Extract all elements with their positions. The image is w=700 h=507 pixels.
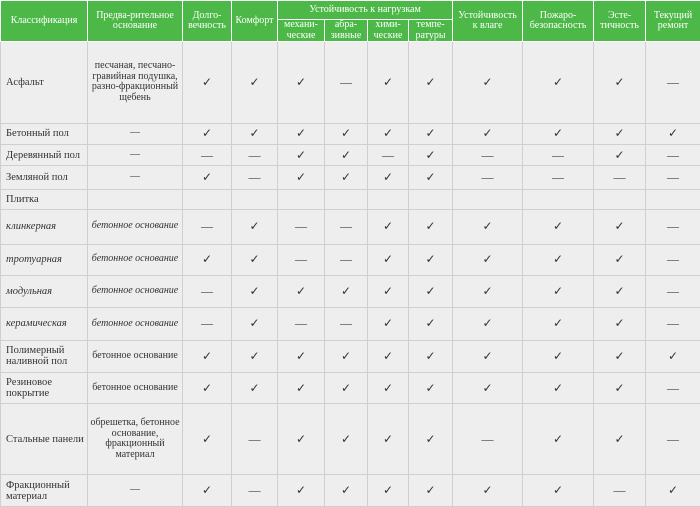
check-mark: ✓ — [368, 209, 409, 244]
check-mark: ✓ — [278, 341, 325, 373]
check-mark: ✓ — [453, 276, 523, 308]
table-row — [1, 404, 700, 475]
check-mark: ✓ — [523, 307, 594, 341]
check-mark: ✓ — [646, 123, 700, 144]
check-mark: ✓ — [278, 166, 325, 189]
dash-mark: — — [183, 144, 232, 165]
check-mark: ✓ — [523, 123, 594, 144]
check-mark: ✓ — [325, 276, 368, 308]
dash-mark: — — [646, 209, 700, 244]
check-mark: ✓ — [409, 404, 453, 475]
dash-mark: — — [646, 166, 700, 189]
check-mark: ✓ — [232, 276, 278, 308]
check-mark: ✓ — [409, 123, 453, 144]
header-abrasive: абра-зивные — [325, 20, 368, 42]
empty-cell — [183, 189, 232, 209]
check-mark: ✓ — [594, 341, 646, 373]
table-row — [1, 144, 700, 165]
check-mark: ✓ — [368, 475, 409, 507]
check-mark: ✓ — [278, 144, 325, 165]
table-body — [1, 42, 700, 507]
header-durability: Долго-вечность — [183, 1, 232, 42]
check-mark: ✓ — [278, 475, 325, 507]
table-row — [1, 276, 700, 308]
check-mark: ✓ — [325, 475, 368, 507]
table-row — [1, 307, 700, 341]
check-mark: ✓ — [646, 475, 700, 507]
check-mark: ✓ — [368, 276, 409, 308]
check-mark: ✓ — [409, 372, 453, 404]
check-mark: ✓ — [453, 475, 523, 507]
dash-mark: — — [646, 404, 700, 475]
row-base: песчаная, песчано-гравийная подушка, разно-фракционный щебень — [88, 42, 183, 123]
check-mark: ✓ — [453, 123, 523, 144]
check-mark: ✓ — [325, 372, 368, 404]
check-mark: ✓ — [409, 341, 453, 373]
check-mark: ✓ — [646, 341, 700, 373]
check-mark: ✓ — [453, 372, 523, 404]
header-classification: Классификация — [1, 1, 88, 42]
check-mark: ✓ — [523, 475, 594, 507]
dash-mark: — — [232, 404, 278, 475]
check-mark: ✓ — [409, 475, 453, 507]
dash-mark: — — [183, 209, 232, 244]
empty-cell — [453, 189, 523, 209]
row-name: Земляной пол — [1, 166, 88, 189]
check-mark: ✓ — [278, 404, 325, 475]
table-row — [1, 475, 700, 507]
dash-mark: — — [453, 144, 523, 165]
check-mark: ✓ — [232, 42, 278, 123]
check-mark: ✓ — [368, 166, 409, 189]
row-base: бетонное основание — [88, 276, 183, 308]
check-mark: ✓ — [523, 42, 594, 123]
check-mark: ✓ — [594, 307, 646, 341]
check-mark: ✓ — [183, 341, 232, 373]
table-row — [1, 42, 700, 123]
dash-mark: — — [278, 244, 325, 276]
check-mark: ✓ — [523, 276, 594, 308]
row-base: бетонное основание — [88, 372, 183, 404]
table-row — [1, 189, 700, 209]
row-base: — — [88, 144, 183, 165]
table-row — [1, 341, 700, 373]
row-base: — — [88, 123, 183, 144]
empty-cell — [278, 189, 325, 209]
check-mark: ✓ — [523, 372, 594, 404]
row-name: клинкерная — [1, 209, 88, 244]
header-base: Предва-рительное основание — [88, 1, 183, 42]
check-mark: ✓ — [325, 123, 368, 144]
dash-mark: — — [646, 372, 700, 404]
check-mark: ✓ — [409, 276, 453, 308]
dash-mark: — — [232, 475, 278, 507]
check-mark: ✓ — [453, 209, 523, 244]
check-mark: ✓ — [594, 404, 646, 475]
empty-cell — [594, 189, 646, 209]
check-mark: ✓ — [232, 307, 278, 341]
header-repair: Текущий ремонт — [646, 1, 700, 42]
table-row — [1, 372, 700, 404]
check-mark: ✓ — [594, 276, 646, 308]
check-mark: ✓ — [183, 42, 232, 123]
check-mark: ✓ — [409, 209, 453, 244]
check-mark: ✓ — [409, 307, 453, 341]
check-mark: ✓ — [409, 244, 453, 276]
empty-cell — [325, 189, 368, 209]
check-mark: ✓ — [594, 144, 646, 165]
check-mark: ✓ — [183, 244, 232, 276]
check-mark: ✓ — [232, 123, 278, 144]
check-mark: ✓ — [594, 42, 646, 123]
check-mark: ✓ — [523, 404, 594, 475]
dash-mark: — — [183, 307, 232, 341]
dash-mark: — — [325, 307, 368, 341]
header-load-resistance: Устойчивость к нагрузкам — [278, 1, 453, 20]
dash-mark: — — [278, 307, 325, 341]
check-mark: ✓ — [183, 166, 232, 189]
check-mark: ✓ — [183, 372, 232, 404]
row-name: Полимерный наливной пол — [1, 341, 88, 373]
dash-mark: — — [368, 144, 409, 165]
empty-cell — [523, 189, 594, 209]
empty-cell — [409, 189, 453, 209]
header-moisture: Устойчивость к влаге — [453, 1, 523, 42]
check-mark: ✓ — [368, 307, 409, 341]
check-mark: ✓ — [325, 404, 368, 475]
row-name: Стальные панели — [1, 404, 88, 475]
check-mark: ✓ — [183, 475, 232, 507]
row-name: тротуарная — [1, 244, 88, 276]
empty-cell — [368, 189, 409, 209]
check-mark: ✓ — [409, 42, 453, 123]
header-fire: Пожаро-безопасность — [523, 1, 594, 42]
row-name: Бетонный пол — [1, 123, 88, 144]
dash-mark: — — [646, 276, 700, 308]
dash-mark: — — [325, 244, 368, 276]
row-name: Фракционный материал — [1, 475, 88, 507]
check-mark: ✓ — [278, 42, 325, 123]
row-name: Резиновое покрытие — [1, 372, 88, 404]
check-mark: ✓ — [453, 307, 523, 341]
check-mark: ✓ — [183, 404, 232, 475]
dash-mark: — — [325, 42, 368, 123]
check-mark: ✓ — [594, 244, 646, 276]
row-base: — — [88, 166, 183, 189]
empty-cell — [646, 189, 700, 209]
dash-mark: — — [232, 144, 278, 165]
dash-mark: — — [594, 166, 646, 189]
table-row — [1, 123, 700, 144]
check-mark: ✓ — [183, 123, 232, 144]
dash-mark: — — [453, 404, 523, 475]
dash-mark: — — [646, 307, 700, 341]
table-row — [1, 209, 700, 244]
row-name: модульная — [1, 276, 88, 308]
check-mark: ✓ — [325, 341, 368, 373]
check-mark: ✓ — [594, 123, 646, 144]
dash-mark: — — [325, 209, 368, 244]
check-mark: ✓ — [232, 372, 278, 404]
row-name: Асфальт — [1, 42, 88, 123]
row-base: — — [88, 475, 183, 507]
check-mark: ✓ — [409, 144, 453, 165]
check-mark: ✓ — [368, 42, 409, 123]
row-base: бетонное основание — [88, 341, 183, 373]
dash-mark: — — [232, 166, 278, 189]
dash-mark: — — [646, 144, 700, 165]
dash-mark: — — [523, 144, 594, 165]
check-mark: ✓ — [232, 244, 278, 276]
row-name: керамическая — [1, 307, 88, 341]
check-mark: ✓ — [368, 372, 409, 404]
check-mark: ✓ — [232, 209, 278, 244]
header-aesthetic: Эсте-тичность — [594, 1, 646, 42]
check-mark: ✓ — [368, 404, 409, 475]
row-name: Плитка — [1, 189, 88, 209]
check-mark: ✓ — [325, 144, 368, 165]
row-base — [88, 189, 183, 209]
dash-mark: — — [523, 166, 594, 189]
check-mark: ✓ — [278, 123, 325, 144]
check-mark: ✓ — [594, 209, 646, 244]
row-base: обрешетка, бетонное основание, фракционный материал — [88, 404, 183, 475]
check-mark: ✓ — [453, 42, 523, 123]
dash-mark: — — [453, 166, 523, 189]
header-temperature: темпе-ратуры — [409, 20, 453, 42]
check-mark: ✓ — [594, 372, 646, 404]
check-mark: ✓ — [453, 341, 523, 373]
check-mark: ✓ — [278, 276, 325, 308]
check-mark: ✓ — [453, 244, 523, 276]
check-mark: ✓ — [325, 166, 368, 189]
table-row — [1, 166, 700, 189]
check-mark: ✓ — [409, 166, 453, 189]
header-chemical: хими-ческие — [368, 20, 409, 42]
check-mark: ✓ — [368, 244, 409, 276]
row-name: Деревянный пол — [1, 144, 88, 165]
check-mark: ✓ — [368, 341, 409, 373]
dash-mark: — — [594, 475, 646, 507]
row-base: бетонное основание — [88, 209, 183, 244]
dash-mark: — — [646, 42, 700, 123]
empty-cell — [232, 189, 278, 209]
check-mark: ✓ — [523, 209, 594, 244]
row-base: бетонное основание — [88, 244, 183, 276]
table-row — [1, 244, 700, 276]
header-comfort: Комфорт — [232, 1, 278, 42]
check-mark: ✓ — [368, 123, 409, 144]
row-base: бетонное основание — [88, 307, 183, 341]
check-mark: ✓ — [523, 244, 594, 276]
dash-mark: — — [646, 244, 700, 276]
check-mark: ✓ — [278, 372, 325, 404]
header-mechanical: механи-ческие — [278, 20, 325, 42]
check-mark: ✓ — [232, 341, 278, 373]
check-mark: ✓ — [523, 341, 594, 373]
dash-mark: — — [183, 276, 232, 308]
dash-mark: — — [278, 209, 325, 244]
